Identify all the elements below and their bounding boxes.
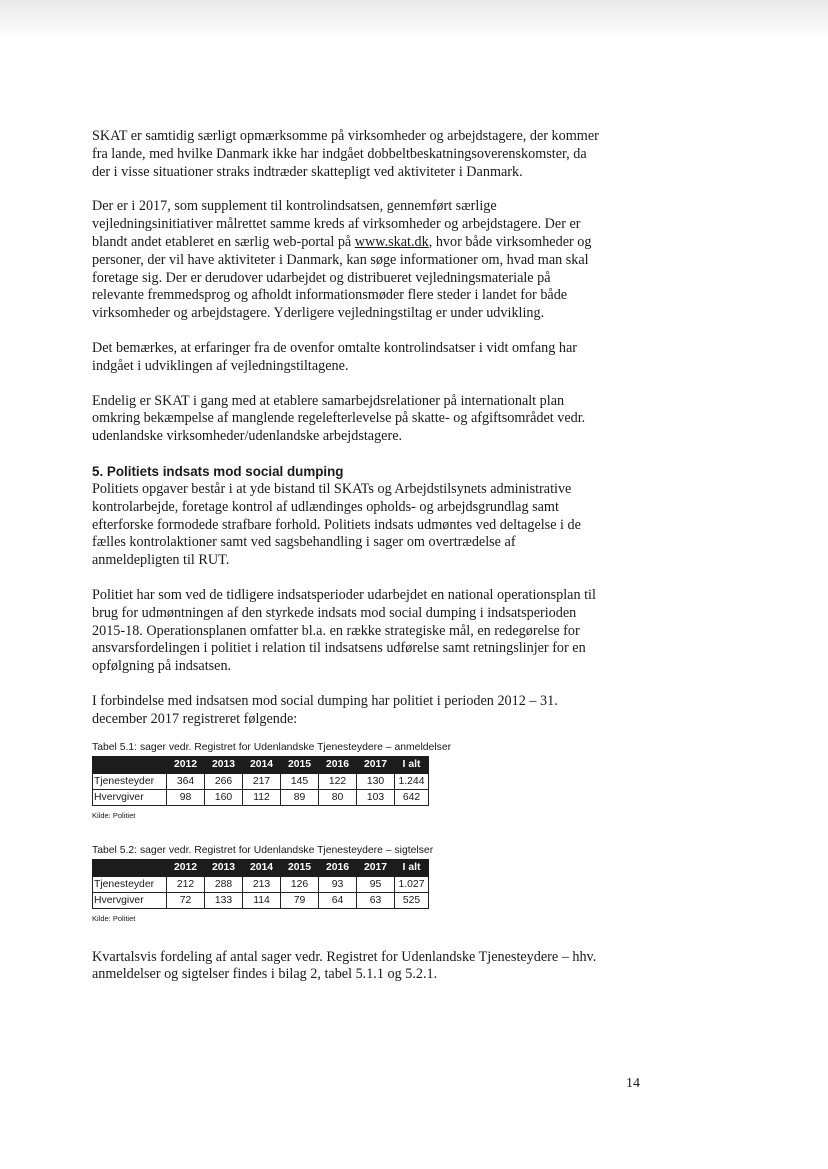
paragraph: Kvartalsvis fordeling af antal sager vedr. Registret for Udenlandske Tjenesteydere – hhv. anmeldelser og sigtelser findes i bilag 2, tabel 5.1.1 og 5.2.1. — [92, 948, 597, 983]
paragraph: SKAT er samtidig særligt opmærksomme på virksomheder og arbejdstagere, der kommer fra lande, med hvilke Danmark ikke har indgået dobbeltbeskatningsoverenskomster, da der i visse situationer straks indtræder skattepligt ved aktiviteter i Danmark. — [92, 128, 599, 180]
table-cell: 114 — [243, 892, 281, 908]
data-table-anmeldelser — [92, 756, 429, 806]
header-cell: 2014 — [243, 756, 281, 773]
table-cell: 1.244 — [395, 773, 429, 789]
paragraph-text: , hvor både virksomheder og personer, der vil have aktiviteter i Danmark, kan søge informationer om, hvad man skal foretage sig. Der er derudover udarbejdet og distribueret vejledningsmateriale på relevante fremmedsprog og afholdt informationsmøder flere steder i landet for både virksomheder og arbejdstagere. Yderligere vejledningstiltag er under udvikling. — [92, 233, 592, 322]
header-cell: 2012 — [167, 859, 205, 876]
paragraph-text: Der er i 2017, som supplement til kontrolindsatsen, gennemført særlige vejledningsinitiativer målrettet samme kreds af virksomheder og arbejdstagere. Der er blandt andet etableret en særlig web-portal på — [92, 198, 581, 250]
document-page — [92, 128, 604, 984]
row-label: Tjenesteyder — [93, 773, 167, 789]
table-cell: 89 — [281, 789, 319, 805]
table-cell: 126 — [281, 876, 319, 892]
row-label: Hvervgiver — [93, 789, 167, 805]
header-cell: 2015 — [281, 756, 319, 773]
header-cell: I alt — [395, 756, 429, 773]
table-cell: 217 — [243, 773, 281, 789]
header-cell: 2013 — [205, 859, 243, 876]
table-cell: 145 — [281, 773, 319, 789]
table-source: Kilde: Politiet — [92, 913, 136, 923]
header-cell: 2017 — [357, 756, 395, 773]
table-cell: 1.027 — [395, 876, 429, 892]
header-cell: 2013 — [205, 756, 243, 773]
table-cell: 642 — [395, 789, 429, 805]
table-cell: 64 — [319, 892, 357, 908]
skat-web-link[interactable]: www.skat.dk — [354, 233, 429, 250]
table-cell: 266 — [205, 773, 243, 789]
header-cell: 2017 — [357, 859, 395, 876]
table-cell: 160 — [205, 789, 243, 805]
data-table-sigtelser — [92, 859, 429, 909]
page-number: 14 — [626, 1076, 640, 1091]
table-caption: Tabel 5.2: sager vedr. Registret for Udenlandske Tjenesteydere – sigtelser — [92, 844, 434, 856]
table-source: Kilde: Politiet — [92, 810, 136, 820]
table-caption: Tabel 5.1: sager vedr. Registret for Udenlandske Tjenesteydere – anmeldelser — [92, 741, 452, 753]
row-label: Tjenesteyder — [93, 876, 167, 892]
table-cell: 130 — [357, 773, 395, 789]
table-header-row — [93, 859, 429, 876]
table-cell: 98 — [167, 789, 205, 805]
table-cell: 212 — [167, 876, 205, 892]
table-row — [93, 789, 429, 805]
table-row — [93, 892, 429, 908]
header-cell: I alt — [395, 859, 429, 876]
table-cell: 93 — [319, 876, 357, 892]
header-cell: 2016 — [319, 859, 357, 876]
table-cell: 79 — [281, 892, 319, 908]
table-cell: 72 — [167, 892, 205, 908]
table-cell: 213 — [243, 876, 281, 892]
header-cell: 2015 — [281, 859, 319, 876]
scan-shadow — [0, 0, 828, 40]
paragraph: Det bemærkes, at erfaringer fra de ovenfor omtalte kontrolindsatser i vidt omfang har indgået i udviklingen af vejledningstiltagene. — [92, 339, 577, 374]
table-cell: 95 — [357, 876, 395, 892]
table-cell: 63 — [357, 892, 395, 908]
header-cell — [93, 756, 167, 773]
table-cell: 288 — [205, 876, 243, 892]
table-cell: 80 — [319, 789, 357, 805]
table-cell: 525 — [395, 892, 429, 908]
header-cell: 2016 — [319, 756, 357, 773]
table-block-1 — [92, 741, 604, 820]
table-cell: 112 — [243, 789, 281, 805]
paragraph — [92, 198, 604, 323]
table-cell: 103 — [357, 789, 395, 805]
table-cell: 133 — [205, 892, 243, 908]
table-cell: 122 — [319, 773, 357, 789]
paragraph: Politiets opgaver består i at yde bistand til SKATs og Arbejdstilsynets administrative kontrolarbejde, foretage kontrol af udlændinges opholds- og arbejdsgrundlag samt efterforske formodede strafbare forhold. Politiets indsats udmøntes ved deltagelse i de fælles kontrolaktioner samt ved sagsbehandling i sager om overtrædelse af anmeldepligten til RUT. — [92, 480, 581, 569]
paragraph: I forbindelse med indsatsen mod social dumping har politiet i perioden 2012 – 31. december 2017 registreret følgende: — [92, 692, 558, 727]
section-heading: 5. Politiets indsats mod social dumping — [92, 463, 344, 479]
table-cell: 364 — [167, 773, 205, 789]
header-cell: 2014 — [243, 859, 281, 876]
paragraph: Endelig er SKAT i gang med at etablere samarbejdsrelationer på internationalt plan omkring bekæmpelse af manglende regelefterlevelse på skatte- og afgiftsområdet vedr. udenlandske virksomheder/udenlandske arbejdstagere. — [92, 392, 586, 445]
table-row — [93, 876, 429, 892]
header-cell — [93, 859, 167, 876]
table-header-row — [93, 756, 429, 773]
table-row — [93, 773, 429, 789]
row-label: Hvervgiver — [93, 892, 167, 908]
header-cell: 2012 — [167, 756, 205, 773]
paragraph: Politiet har som ved de tidligere indsatsperioder udarbejdet en national operationsplan til brug for udmøntningen af den styrkede indsats mod social dumping i indsatsperioden 2015-18. Operationsplanen omfatter bl.a. en række strategiske mål, en redegørelse for ansvarsfordelingen i politiet i relation til indsatsens udførelse samt retningslinjer for en opfølgning på indsatsen. — [92, 586, 596, 675]
table-block-2 — [92, 844, 604, 923]
